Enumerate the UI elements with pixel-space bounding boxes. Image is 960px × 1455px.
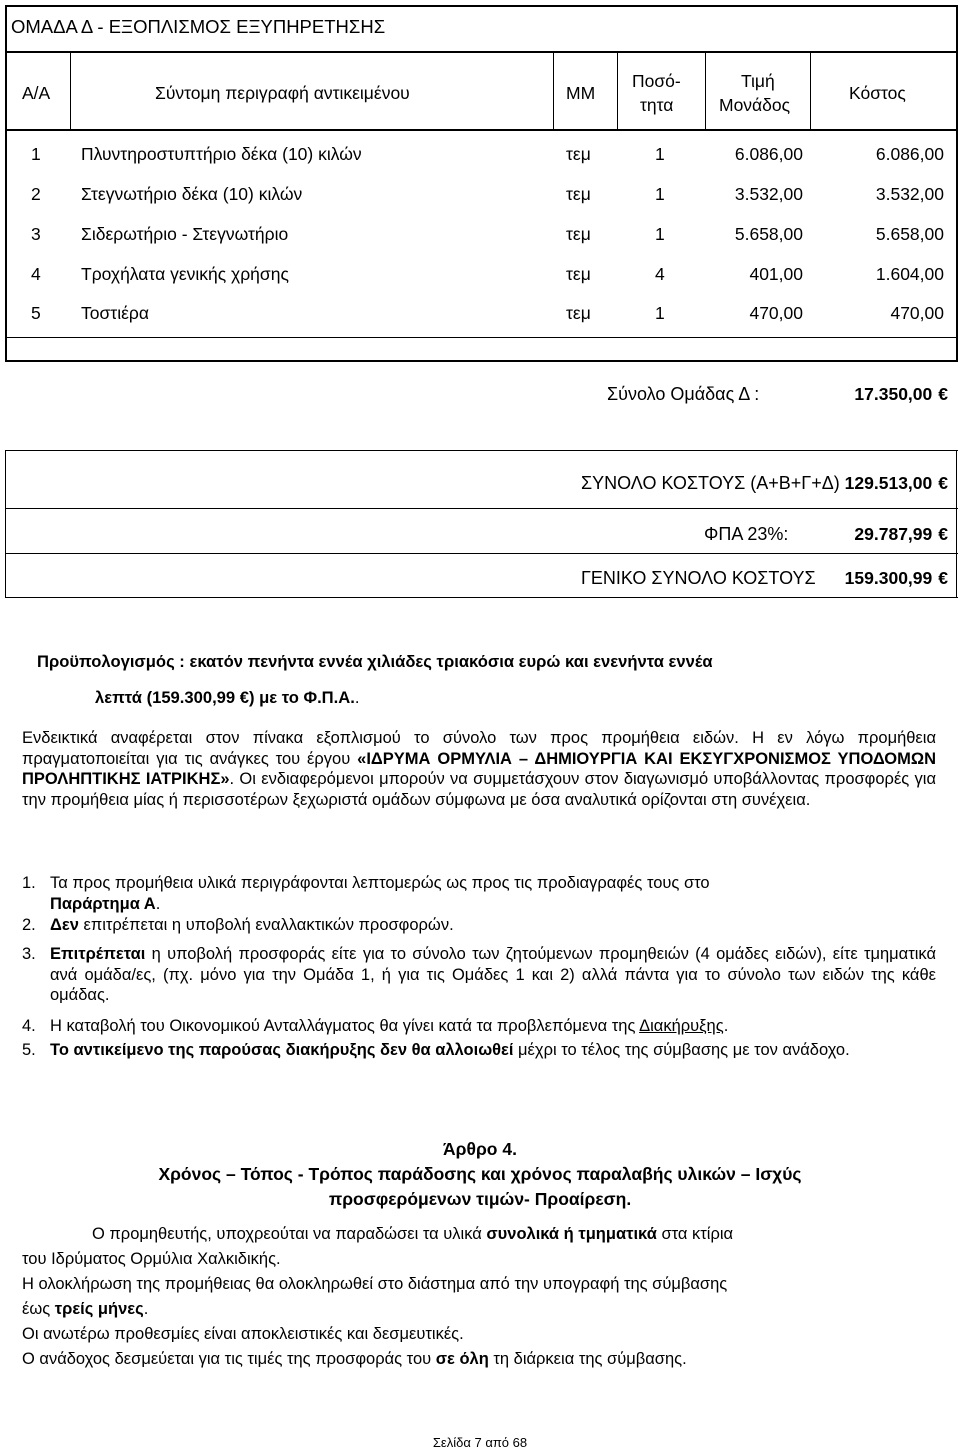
row-mm: τεμ — [566, 224, 591, 244]
row-qty: 1 — [655, 144, 665, 164]
vat-value — [805, 524, 948, 544]
article-p2-line1: Η ολοκλήρωση της προμήθειας θα ολοκληρωθεί στο διάστημα από την υπογραφή της σύμβασης — [22, 1275, 728, 1293]
row-description: Τοστιέρα — [81, 303, 149, 323]
article-heading — [0, 1137, 960, 1212]
article-bold: σε όλη — [435, 1350, 489, 1368]
row-cost: 6.086,00 — [875, 144, 944, 164]
article-text: στα κτίρια — [656, 1225, 734, 1243]
article-number: Άρθρο 4. — [443, 1139, 517, 1159]
total-cost-amount: 129.513,00 — [844, 473, 933, 493]
list-item — [22, 915, 936, 936]
item-bold: Το αντικείμενο της παρούσας διακήρυξης δεν θα αλλοιωθεί — [50, 1041, 514, 1059]
item-end: . — [155, 894, 161, 913]
row-description: Σιδερωτήριο - Στεγνωτήριο — [81, 224, 289, 244]
row-qty: 1 — [655, 303, 665, 323]
article-text: . — [143, 1300, 149, 1318]
article-p1-line2: του Ιδρύματος Ορμύλια Χαλκιδικής. — [22, 1250, 281, 1268]
row-mm: τεμ — [566, 144, 591, 164]
list-item — [22, 1040, 936, 1061]
intro-paragraph — [22, 728, 936, 811]
item-number: 2. — [22, 916, 36, 934]
row-aa: 4 — [31, 264, 41, 284]
budget-line-2-tail: . — [354, 688, 360, 707]
row-price: 3.532,00 — [734, 184, 803, 204]
item-underlined: Διακήρυξης — [639, 1017, 724, 1035]
header-qty-2: τητα — [640, 95, 674, 115]
item-text: Η καταβολή του Οικονομικού Ανταλλάγματος θα γίνει κατά τα προβλεπόμενα της — [50, 1017, 640, 1035]
vat-amount: 29.787,99 — [854, 524, 933, 544]
row-mm: τεμ — [566, 303, 591, 323]
list-item — [22, 873, 936, 914]
group-title: ΟΜΑΔΑ Δ - ΕΞΟΠΛΙΣΜΟΣ ΕΞΥΠΗΡΕΤΗΣΗΣ — [11, 16, 386, 37]
grand-total-value — [805, 568, 948, 588]
budget-amount: λεπτά (159.300,99 €) με το Φ.Π.Α. — [95, 688, 355, 707]
euro-icon: € — [938, 524, 948, 544]
header-description: Σύντομη περιγραφή αντικειμένου — [155, 83, 410, 103]
item-number: 4. — [22, 1017, 36, 1035]
euro-icon: € — [938, 473, 948, 493]
article-bold: τρείς μήνες — [54, 1300, 144, 1318]
row-aa: 1 — [31, 144, 41, 164]
row-price: 470,00 — [749, 303, 803, 323]
row-cost: 3.532,00 — [875, 184, 944, 204]
article-text: τη διάρκεια της σύμβασης. — [488, 1350, 687, 1368]
article-text: Ο ανάδοχος δεσμεύεται για τις τιμές της προσφοράς του — [22, 1350, 436, 1368]
budget-line-2 — [95, 688, 360, 708]
budget-line-1: Προϋπολογισμός : εκατόν πενήντα εννέα χιλιάδες τριακόσια ευρώ και ενενήντα εννέα — [37, 652, 713, 671]
header-mm: ΜΜ — [566, 83, 596, 103]
item-end: . — [723, 1017, 729, 1035]
item-number: 3. — [22, 945, 36, 963]
row-mm: τεμ — [566, 184, 591, 204]
row-aa: 3 — [31, 224, 41, 244]
article-body — [22, 1222, 942, 1372]
total-cost-label: ΣΥΝΟΛΟ ΚΟΣΤΟΥΣ (Α+Β+Γ+Δ) — [581, 473, 840, 493]
subtotal-label: Σύνολο Ομάδας Δ : — [607, 384, 760, 404]
article-p4 — [22, 1347, 942, 1372]
euro-icon: € — [938, 568, 948, 588]
table-header-box — [5, 53, 958, 131]
list-item — [22, 944, 936, 1006]
article-p2-line2 — [22, 1297, 942, 1322]
subtotal-amount: 17.350,00 — [854, 384, 933, 404]
row-qty: 1 — [655, 184, 665, 204]
row-cost: 5.658,00 — [875, 224, 944, 244]
row-mm: τεμ — [566, 264, 591, 284]
header-price-2: Μονάδος — [719, 95, 791, 115]
row-aa: 5 — [31, 303, 41, 323]
header-price-1: Τιμή — [741, 71, 775, 91]
list-item — [22, 1016, 936, 1037]
total-cost-value — [805, 473, 948, 493]
item-text: μέχρι το τέλος της σύμβασης με τον ανάδοχο. — [513, 1041, 850, 1059]
article-title-2: προσφερόμενων τιμών- Προαίρεση. — [328, 1189, 632, 1209]
row-description: Στεγνωτήριο δέκα (10) κιλών — [81, 184, 303, 204]
euro-icon: € — [938, 384, 948, 404]
row-qty: 4 — [655, 264, 665, 284]
item-text: Τα προς προμήθεια υλικά περιγράφονται λεπτομερώς ως προς τις προδιαγραφές τους στο — [50, 874, 710, 892]
item-text: η υποβολή προσφοράς είτε για το σύνολο των ζητούμενων προμηθειών (4 ομάδες ειδών), είτε τμηματικά ανά ομάδα/ες, (πχ. μόνο για την Ομάδα 1, ή για τις Ομάδες 1 και 2) αλλά πάντα για το σύνολο των ειδών της κάθε ομάδας. — [50, 945, 936, 1005]
row-price: 5.658,00 — [734, 224, 803, 244]
item-bold: Επιτρέπεται — [50, 945, 146, 963]
article-bold: συνολικά ή τμηματικά — [486, 1225, 657, 1243]
item-text: επιτρέπεται η υποβολή εναλλακτικών προσφορών. — [78, 916, 454, 934]
row-qty: 1 — [655, 224, 665, 244]
intro-text-1: Ενδεικτικά αναφέρεται στον πίνακα εξοπλισμού το σύνολο των προς προμήθεια ειδών. Η εν λόγω προμήθεια πραγματοποιείται για τις ανάγκες του έργου — [22, 729, 936, 768]
row-price: 401,00 — [749, 264, 803, 284]
header-aa: Α/Α — [22, 83, 51, 103]
subtotal-value — [820, 384, 948, 404]
project-title: «ΙΔΡΥΜΑ ΟΡΜΥΛΙΑ – ΔΗΜΙΟΥΡΓΙΑ ΚΑΙ ΕΚΣΥΓΧΡΟΝΙΣΜΟΣ ΥΠΟΔΟΜΩΝ ΠΡΟΛΗΠΤΙΚΗΣ ΙΑΤΡΙΚΗΣ» — [22, 749, 936, 789]
header-qty-1: Ποσό- — [632, 71, 681, 91]
grand-total-label: ΓΕΝΙΚΟ ΣΥΝΟΛΟ ΚΟΣΤΟΥΣ — [581, 568, 816, 588]
row-cost: 1.604,00 — [875, 264, 944, 284]
row-aa: 2 — [31, 184, 41, 204]
row-cost: 470,00 — [890, 303, 944, 323]
intro-text-2: . Οι ενδιαφερόμενοι μπορούν να συμμετάσχουν στον διαγωνισμό υποβάλλοντας προσφορές για την προμήθεια μίας ή περισσοτέρων ξεχωριστά ομάδων σύμφωνα με όσα αναλυτικά ορίζονται στη συνέχεια. — [22, 770, 936, 810]
item-bold: Δεν — [50, 916, 79, 934]
grand-total-amount: 159.300,99 — [844, 568, 933, 588]
page-number: Σελίδα 7 από 68 — [432, 1435, 528, 1450]
article-text: Ο προμηθευτής, υποχρεούται να παραδώσει τα υλικά — [92, 1225, 487, 1243]
article-text: έως — [22, 1300, 55, 1318]
header-cost: Κόστος — [849, 83, 906, 103]
vat-label: ΦΠΑ 23%: — [704, 524, 789, 544]
item-bold: Παράρτημα Α — [50, 894, 156, 913]
row-description: Τροχήλατα γενικής χρήσης — [81, 264, 289, 284]
item-number: 1. — [22, 874, 36, 892]
row-description: Πλυντηροστυπτήριο δέκα (10) κιλών — [81, 144, 362, 164]
article-title-1: Χρόνος – Τόπος - Τρόπος παράδοσης και χρόνος παραλαβής υλικών – Ισχύς — [158, 1164, 802, 1184]
row-price: 6.086,00 — [734, 144, 803, 164]
article-p3: Οι ανωτέρω προθεσμίες είναι αποκλειστικές και δεσμευτικές. — [22, 1325, 464, 1343]
article-p1-line1 — [22, 1222, 942, 1247]
item-number: 5. — [22, 1041, 36, 1059]
